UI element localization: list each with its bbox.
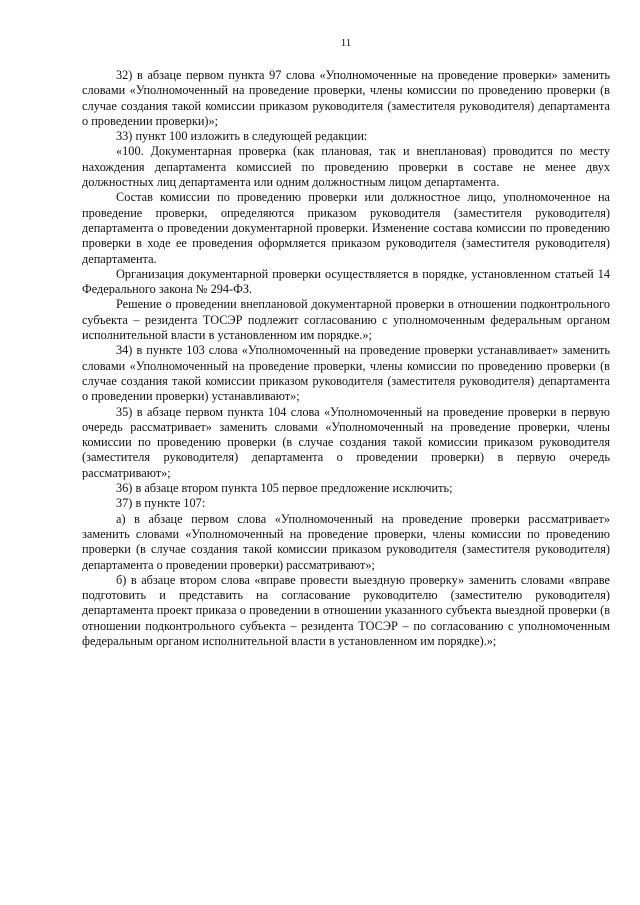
- document-page: [82, 36, 610, 649]
- paragraph-item-33: 33) пункт 100 изложить в следующей редакции:: [116, 129, 368, 144]
- paragraph-item-37: 37) в пункте 107:: [116, 496, 206, 511]
- paragraph-unscheduled-inspection-decision: Решение о проведении внеплановой документарной проверки в отношении подконтрольного субъекта – резидента ТОСЭР подлежит согласованию с уполномоченным федеральным органом исполнительной власти в установленном им порядке.»;: [82, 297, 610, 343]
- paragraph-item-34: 34) в пункте 103 слова «Уполномоченный на проведение проверки устанавливает» заменить словами «Уполномоченный на проведение проверки, члены комиссии по проведению проверки (в случае создания такой комиссии приказом руководителя (заместителя руководителя) департамента о проведении проверки) устанавливают»;: [82, 343, 610, 404]
- page-number: 11: [340, 37, 352, 49]
- paragraph-point-100: «100. Документарная проверка (как плановая, так и внеплановая) проводится по месту нахождения департамента комиссией по проведению проверки в составе не менее двух должностных лиц департамента или одним должностным лицом департамента.: [82, 144, 610, 190]
- paragraph-item-32: 32) в абзаце первом пункта 97 слова «Уполномоченные на проведение проверки» заменить словами «Уполномоченный на проведение проверки, члены комиссии по проведению проверки (в случае создания такой комиссии приказом руководителя (заместителя руководителя) департамента о проведении проверки)»;: [82, 68, 610, 128]
- paragraph-inspection-organization: Организация документарной проверки осуществляется в порядке, установленном статьей 14 Федерального закона № 294-ФЗ.: [82, 266, 610, 297]
- paragraph-item-36: 36) в абзаце втором пункта 105 первое предложение исключить;: [116, 481, 453, 496]
- paragraph-subitem-a: а) в абзаце первом слова «Уполномоченный на проведение проверки рассматривает» заменить словами «Уполномоченный на проведение проверки, члены комиссии по проведению проверки (в случае создания такой комиссии приказом руководителя (заместителя руководителя) департамента о проведении проверки) рассматривают»;: [82, 511, 610, 572]
- paragraph-commission-composition: Состав комиссии по проведению проверки или должностное лицо, уполномоченное на проведение проверки, определяются приказом руководителя (заместителя руководителя) департамента о проведении документарной проверки. Изменение состава комиссии по проведению проверки в ходе ее проведения оформляется приказом руководителя (заместителя руководителя) департамента.: [82, 190, 610, 266]
- paragraph-subitem-b: б) в абзаце втором слова «вправе провести выездную проверку» заменить словами «вправе подготовить и представить на согласование руководителю (заместителю руководителя) департамента проект приказа о проведении в отношении указанного субъекта выездной проверки (в отношении подконтрольного субъекта – резидента ТОСЭР – по согласованию с уполномоченным федеральным органом исполнительной власти в установленном им порядке).»;: [82, 572, 610, 648]
- paragraph-item-35: 35) в абзаце первом пункта 104 слова «Уполномоченный на проведение проверки в первую очередь рассматривает» заменить словами «Уполномоченный на проведение проверки, члены комиссии по проведению проверки (в случае создания такой комиссии приказом руководителя (заместителя руководителя) департамента о проведении проверки) в первую очередь рассматривают»;: [82, 404, 610, 480]
